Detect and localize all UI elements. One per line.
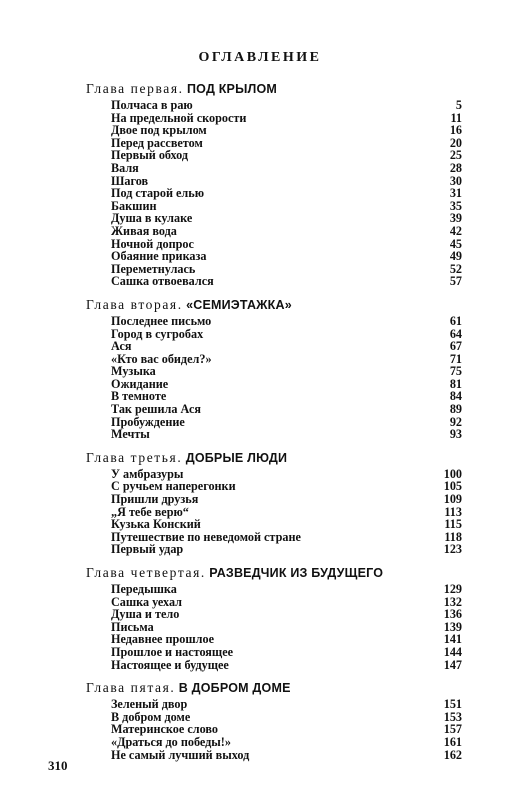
chapter-prefix: Глава первая. xyxy=(86,81,184,96)
entry-page-number: 81 xyxy=(449,376,462,391)
entry-list xyxy=(86,468,462,556)
entry-page-number: 161 xyxy=(443,734,462,749)
entry-page-number: 28 xyxy=(449,160,462,175)
entry-title: Город в сугробах xyxy=(111,326,204,341)
toc-entry xyxy=(111,646,462,659)
chapter-heading xyxy=(86,80,462,98)
entry-title: Не самый лучший выход xyxy=(111,747,250,762)
entry-page-number: 71 xyxy=(449,351,462,366)
entry-title: В добром доме xyxy=(111,709,191,724)
entry-page-number: 132 xyxy=(443,594,462,609)
entry-page-number: 30 xyxy=(449,173,462,188)
chapter-heading xyxy=(86,449,462,467)
entry-page-number: 123 xyxy=(443,542,462,557)
entry-title: У амбразуры xyxy=(111,466,184,481)
entry-page-number: 25 xyxy=(449,148,462,163)
toc-entry xyxy=(111,749,462,762)
entry-title: Сашка отвоевался xyxy=(111,274,214,289)
entry-page-number: 100 xyxy=(443,466,462,481)
entry-title: Путешествие по неведомой стране xyxy=(111,529,301,544)
toc-entry xyxy=(111,225,462,238)
entry-title: Бакшин xyxy=(111,198,157,213)
entry-title: Валя xyxy=(111,160,139,175)
entry-title: Ожидание xyxy=(111,376,169,391)
chapter-heading xyxy=(86,296,462,314)
chapter-prefix: Глава третья. xyxy=(86,449,183,465)
entry-page-number: 31 xyxy=(449,186,462,201)
entry-title: Шагов xyxy=(111,173,149,188)
entry-page-number: 16 xyxy=(449,123,462,138)
entry-list xyxy=(86,99,462,288)
entry-page-number: 141 xyxy=(443,632,462,647)
entry-page-number: 39 xyxy=(449,211,462,226)
entry-page-number: 129 xyxy=(443,582,462,596)
entry-title: Двое под крылом xyxy=(111,123,207,138)
entry-title: Перед рассветом xyxy=(111,135,203,150)
toc-entry xyxy=(111,353,462,366)
entry-title: Пришли друзья xyxy=(111,492,199,507)
entry-list xyxy=(86,698,462,761)
entry-title: Переметнулась xyxy=(111,261,196,276)
entry-page-number: 92 xyxy=(449,414,462,429)
toc-title: ОГЛАВЛЕНИЕ xyxy=(198,50,322,65)
entry-page-number: 35 xyxy=(449,198,462,213)
entry-title: С ручьем наперегонки xyxy=(111,479,236,494)
entry-title: На предельной скорости xyxy=(111,110,247,125)
chapter-name: ДОБРЫЕ ЛЮДИ xyxy=(185,450,288,465)
chapter-name: «СЕМИЭТАЖКА» xyxy=(186,297,292,312)
entry-title: Первый обход xyxy=(111,148,189,163)
entry-title: Ася xyxy=(111,339,132,354)
entry-title: Недавнее прошлое xyxy=(111,632,214,647)
entry-title: Передышка xyxy=(111,582,177,596)
toc-entry xyxy=(111,250,462,263)
chapter-section xyxy=(86,679,462,761)
toc-entry xyxy=(111,659,462,672)
chapter-name: В ДОБРОМ ДОМЕ xyxy=(178,681,291,696)
entry-title: „Я тебе верю“ xyxy=(111,504,189,519)
table-of-contents xyxy=(86,80,462,769)
entry-title: Зеленый двор xyxy=(111,697,188,712)
chapter-section xyxy=(86,80,462,288)
entry-title: Обаяние приказа xyxy=(111,249,207,264)
toc-entry xyxy=(111,187,462,200)
toc-entry xyxy=(111,416,462,429)
toc-entry xyxy=(111,99,462,112)
entry-title: Последнее письмо xyxy=(111,313,212,328)
toc-entry xyxy=(111,543,462,556)
entry-page-number: 57 xyxy=(449,274,462,289)
entry-title: Настоящее и будущее xyxy=(111,657,229,672)
toc-entry xyxy=(111,124,462,137)
entry-title: Душа и тело xyxy=(111,607,180,622)
entry-page-number: 93 xyxy=(449,427,462,442)
toc-entry xyxy=(111,518,462,531)
toc-entry xyxy=(111,403,462,416)
entry-page-number: 151 xyxy=(443,697,462,712)
toc-entry xyxy=(111,149,462,162)
toc-entry xyxy=(111,428,462,441)
entry-page-number: 109 xyxy=(443,492,462,507)
page-number: 310 xyxy=(48,758,68,773)
entry-title: Ночной допрос xyxy=(111,236,194,251)
chapter-name: ПОД КРЫЛОМ xyxy=(187,82,278,96)
entry-title: Сашка уехал xyxy=(111,594,183,609)
entry-page-number: 105 xyxy=(443,479,462,494)
entry-page-number: 162 xyxy=(443,747,462,762)
entry-title: Мечты xyxy=(111,427,150,442)
entry-title: «Кто вас обидел?» xyxy=(111,351,212,366)
entry-page-number: 11 xyxy=(450,110,462,125)
entry-page-number: 61 xyxy=(449,313,462,328)
chapter-section xyxy=(86,449,462,556)
entry-title: Под старой елью xyxy=(111,186,205,201)
entry-title: Письма xyxy=(111,619,154,634)
entry-title: Кузька Конский xyxy=(111,517,201,532)
entry-page-number: 89 xyxy=(449,402,462,417)
entry-page-number: 84 xyxy=(449,389,462,404)
entry-page-number: 115 xyxy=(444,517,462,532)
entry-page-number: 20 xyxy=(449,135,462,150)
chapter-prefix: Глава вторая. xyxy=(86,296,183,312)
entry-title: Материнское слово xyxy=(111,722,218,737)
chapter-heading xyxy=(86,679,462,697)
entry-page-number: 144 xyxy=(443,644,462,659)
toc-entry xyxy=(111,583,462,596)
entry-page-number: 139 xyxy=(443,619,462,634)
entry-page-number: 52 xyxy=(449,261,462,276)
chapter-prefix: Глава пятая. xyxy=(86,680,176,696)
toc-entry xyxy=(111,736,462,749)
toc-entry xyxy=(111,608,462,621)
toc-entry xyxy=(111,493,462,506)
entry-page-number: 118 xyxy=(444,529,462,544)
chapter-section xyxy=(86,564,462,671)
entry-page-number: 147 xyxy=(443,657,462,672)
entry-page-number: 64 xyxy=(449,326,462,341)
entry-list xyxy=(86,315,462,441)
toc-entry xyxy=(111,328,462,341)
entry-page-number: 153 xyxy=(443,709,462,724)
entry-title: Полчаса в раю xyxy=(111,98,193,112)
entry-page-number: 5 xyxy=(455,98,462,112)
chapter-prefix: Глава четвертая. xyxy=(86,565,206,580)
toc-entry xyxy=(111,275,462,288)
entry-title: Прошлое и настоящее xyxy=(111,644,234,659)
toc-entry xyxy=(111,340,462,353)
chapter-name: РАЗВЕДЧИК ИЗ БУДУЩЕГО xyxy=(209,566,384,580)
entry-page-number: 136 xyxy=(443,607,462,622)
chapter-section xyxy=(86,296,462,441)
toc-entry xyxy=(111,698,462,711)
entry-title: Живая вода xyxy=(111,223,177,238)
toc-entry xyxy=(111,162,462,175)
entry-list xyxy=(86,583,462,671)
entry-title: Так решила Ася xyxy=(111,402,201,417)
toc-entry xyxy=(111,365,462,378)
entry-title: В темноте xyxy=(111,389,167,404)
entry-title: «Драться до победы!» xyxy=(111,734,231,749)
entry-page-number: 67 xyxy=(449,339,462,354)
entry-title: Музыка xyxy=(111,364,156,379)
entry-title: Первый удар xyxy=(111,542,184,557)
entry-page-number: 75 xyxy=(449,364,462,379)
entry-page-number: 113 xyxy=(444,504,462,519)
entry-page-number: 45 xyxy=(449,236,462,251)
entry-title: Пробуждение xyxy=(111,414,185,429)
chapter-heading xyxy=(86,564,462,582)
toc-entry xyxy=(111,315,462,328)
entry-title: Душа в кулаке xyxy=(111,211,193,226)
entry-page-number: 42 xyxy=(449,223,462,238)
entry-page-number: 157 xyxy=(443,722,462,737)
entry-page-number: 49 xyxy=(449,249,462,264)
